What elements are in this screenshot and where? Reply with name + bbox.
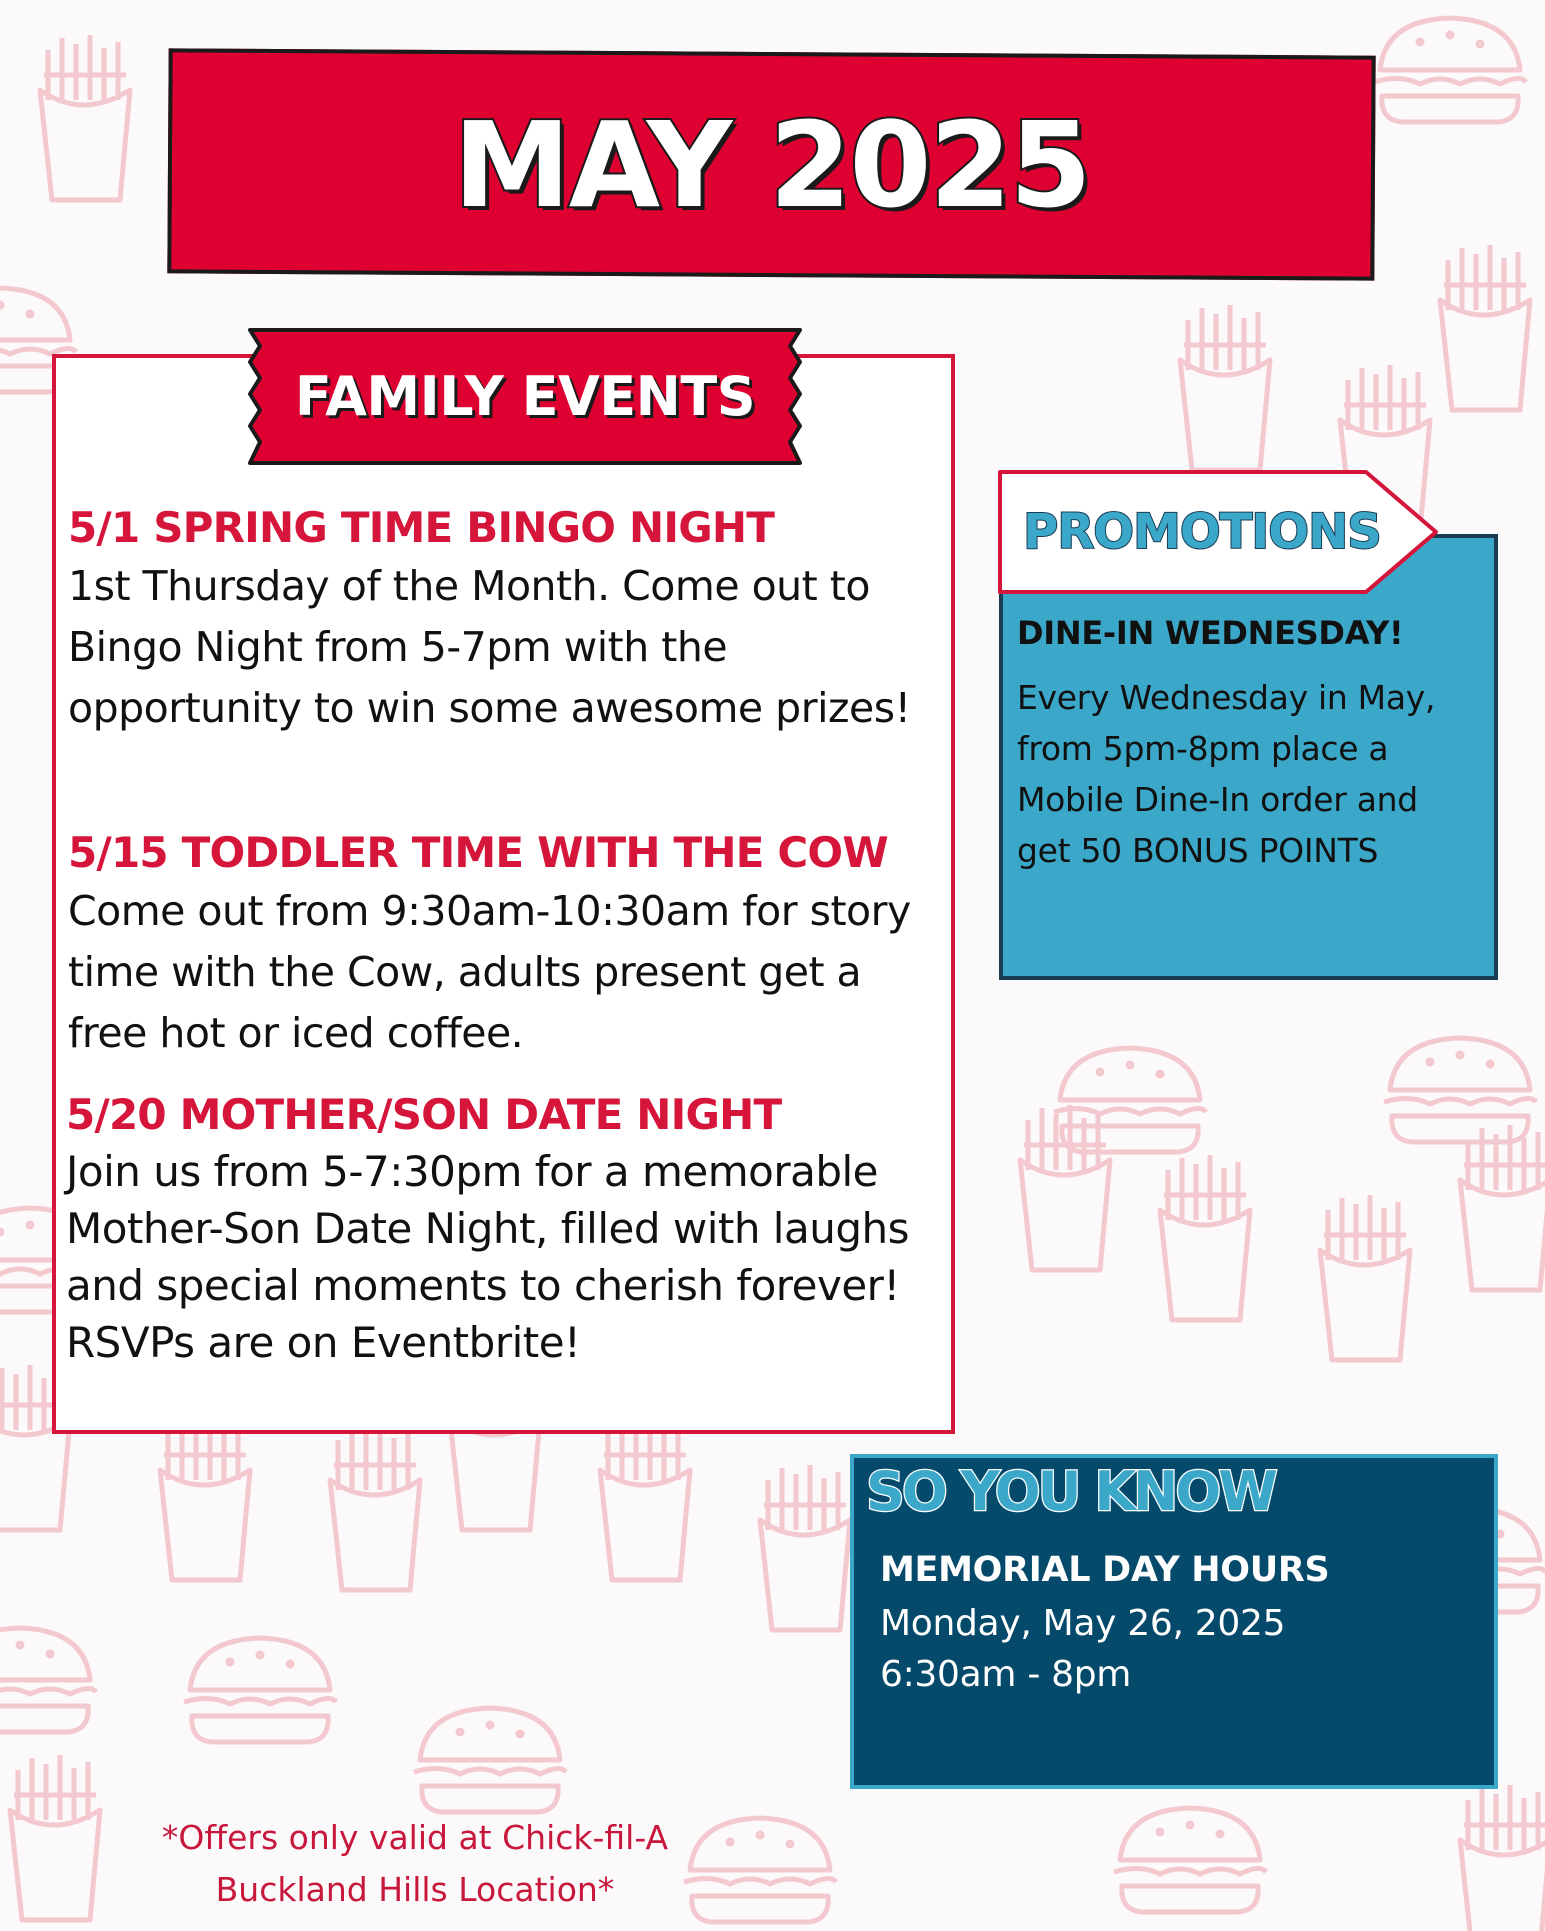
promotions-label: PROMOTIONS <box>1023 504 1381 560</box>
footer-line-1: *Offers only valid at Chick-fil-A <box>161 1818 669 1857</box>
event-description: 1st Thursday of the Month. Come out to Bingo Night from 5-7pm with the opportunity to win some awesome prizes! <box>68 562 911 732</box>
promotion-heading: DINE-IN WEDNESDAY! <box>1017 614 1404 652</box>
footer-line-2: Buckland Hills Location* <box>215 1870 615 1909</box>
event-title: 5/20 MOTHER/SON DATE NIGHT <box>66 1090 782 1139</box>
memorial-day-date: Monday, May 26, 2025 <box>880 1603 1286 1644</box>
memorial-day-hours: 6:30am - 8pm <box>880 1654 1132 1695</box>
event-title: 5/15 TODDLER TIME WITH THE COW <box>68 828 888 877</box>
page-title: MAY 2025 <box>453 95 1090 234</box>
event-toddler-time <box>68 825 938 1064</box>
event-bingo-night <box>68 500 938 739</box>
event-description: Join us from 5-7:30pm for a memorable Mother-Son Date Night, filled with laughs and special moments to cherish forever! RSVPs are on Eventbrite! <box>66 1147 909 1367</box>
footer-disclaimer <box>100 1812 730 1916</box>
event-title: 5/1 SPRING TIME BINGO NIGHT <box>68 503 775 552</box>
event-mother-son-night <box>66 1087 946 1371</box>
memorial-day-heading: MEMORIAL DAY HOURS <box>880 1550 1330 1590</box>
event-description: Come out from 9:30am-10:30am for story time with the Cow, adults present get a free hot or iced coffee. <box>68 887 911 1057</box>
promotion-body: Every Wednesday in May, from 5pm-8pm place a Mobile Dine-In order and get 50 BONUS POINTS <box>1017 678 1436 870</box>
so-you-know-label: SO YOU KNOW <box>866 1460 1275 1523</box>
family-events-label: FAMILY EVENTS <box>294 365 756 428</box>
